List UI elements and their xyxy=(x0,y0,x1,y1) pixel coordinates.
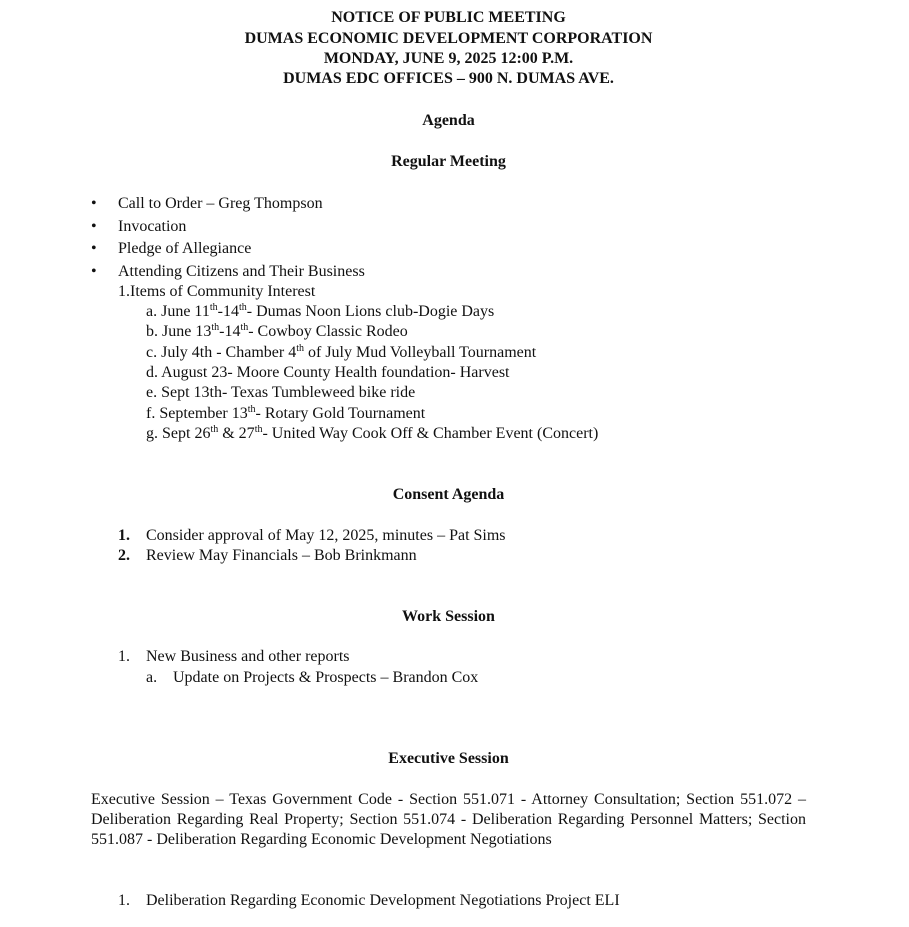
list-number: 1. xyxy=(118,527,130,544)
consent-item: Review May Financials – Bob Brinkmann xyxy=(146,547,417,564)
list-number: 1. xyxy=(118,892,130,909)
bullet-marker: • xyxy=(91,240,97,257)
executive-session-paragraph: Executive Session – Texas Government Code - Section 551.071 - Attorney Consultation; Section 551.072 – Deliberation Regarding Real Property; Section 551.074 - Deliberation Regarding Personnel Matters; Section 551.087 - Deliberation Regarding Economic Development Negotiations xyxy=(91,791,806,848)
organization-name: DUMAS ECONOMIC DEVELOPMENT CORPORATION xyxy=(244,30,653,47)
work-session-item: New Business and other reports xyxy=(146,648,350,665)
list-item: Call to Order – Greg Thompson xyxy=(118,195,323,212)
meeting-datetime: MONDAY, JUNE 9, 2025 12:00 P.M. xyxy=(323,50,574,67)
bullet-marker: • xyxy=(91,218,97,235)
list-number: 2. xyxy=(118,547,130,564)
bullet-marker: • xyxy=(91,195,97,212)
community-item-e: e. Sept 13th- Texas Tumbleweed bike ride xyxy=(146,384,416,401)
work-session-heading: Work Session xyxy=(402,608,495,625)
work-session-subitem: Update on Projects & Prospects – Brandon Cox xyxy=(173,669,479,686)
community-item-f: f. September 13th- Rotary Gold Tournament xyxy=(146,404,426,422)
list-letter: a. xyxy=(146,669,158,686)
consent-agenda-heading: Consent Agenda xyxy=(392,486,505,503)
executive-session-item: Deliberation Regarding Economic Development Negotiations Project ELI xyxy=(146,892,620,909)
consent-item: Consider approval of May 12, 2025, minutes – Pat Sims xyxy=(146,527,506,544)
list-number: 1. xyxy=(118,648,130,665)
bullet-marker: • xyxy=(91,263,97,280)
community-item-d: d. August 23- Moore County Health foundation- Harvest xyxy=(146,364,510,381)
list-item: Pledge of Allegiance xyxy=(118,240,252,257)
community-item-g: g. Sept 26th & 27th- United Way Cook Off & Chamber Event (Concert) xyxy=(146,424,599,442)
community-item-a: a. June 11th-14th- Dumas Noon Lions club-Dogie Days xyxy=(146,302,495,320)
agenda-heading: Agenda xyxy=(422,112,475,129)
meeting-location: DUMAS EDC OFFICES – 900 N. DUMAS AVE. xyxy=(283,70,614,87)
community-item-b: b. June 13th-14th- Cowboy Classic Rodeo xyxy=(146,322,408,340)
executive-session-heading: Executive Session xyxy=(388,750,509,767)
community-item-c: c. July 4th - Chamber 4th of July Mud Volleyball Tournament xyxy=(146,343,537,361)
regular-meeting-heading: Regular Meeting xyxy=(391,153,506,170)
community-interest-heading: 1.Items of Community Interest xyxy=(118,283,316,300)
list-item: Attending Citizens and Their Business xyxy=(118,263,365,280)
list-item: Invocation xyxy=(118,218,187,235)
notice-title: NOTICE OF PUBLIC MEETING xyxy=(331,9,566,26)
